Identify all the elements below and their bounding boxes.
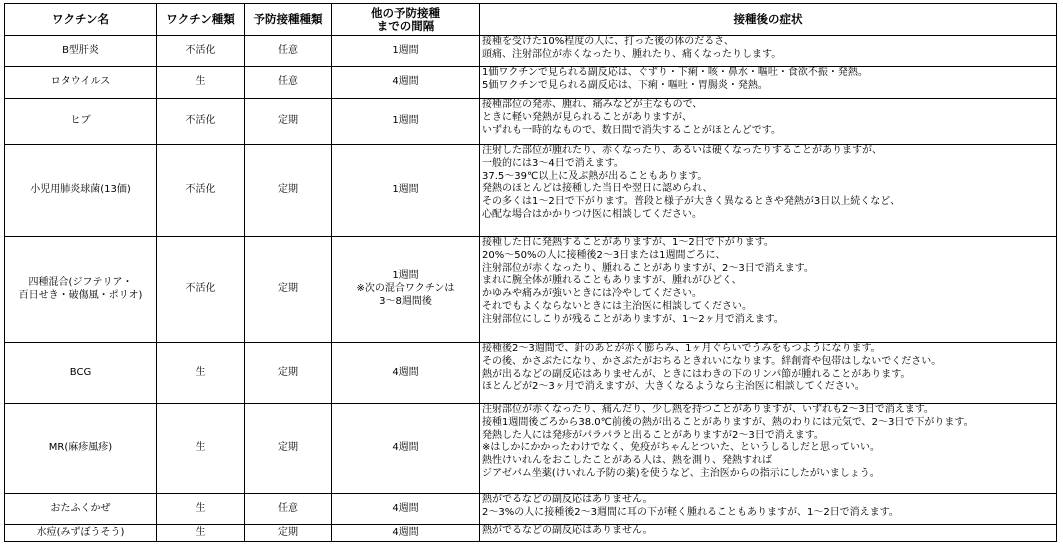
vaccine-type-cell: 不活化 <box>157 237 245 343</box>
symptoms-cell <box>480 525 1057 542</box>
table-row <box>5 67 1057 99</box>
table-row <box>5 525 1057 542</box>
vaccine-type-cell: 不活化 <box>157 145 245 237</box>
symptom-line: 接種した日に発熱することがありますが、1～2日で下がります。 <box>482 237 774 248</box>
category-cell: 定期 <box>245 525 332 542</box>
interval-cell: 4週間 <box>332 494 480 525</box>
interval-cell: 1週間 <box>332 99 480 145</box>
category-cell: 定期 <box>245 237 332 343</box>
symptom-line: 接種1週間後ごろから38.0℃前後の熱が出ることがありますが、熱のわりには元気で、2～3日で下がります。 <box>482 416 974 428</box>
category-cell: 定期 <box>245 343 332 404</box>
symptom-line: 注射部位が赤くなったり、腫れることがありますが、2～3日で消えます。 <box>482 262 814 274</box>
symptom-line: 注射した部位が腫れたり、赤くなったり、あるいは硬くなったりすることがありますが、 <box>482 145 882 156</box>
interval-cell: 4週間 <box>332 525 480 542</box>
vaccine-name-cell: B型肝炎 <box>5 36 157 67</box>
vaccine-name-cell: MR(麻疹風疹) <box>5 404 157 494</box>
vaccine-type-cell: 生 <box>157 67 245 99</box>
symptoms-cell <box>480 494 1057 525</box>
symptom-line: まれに腕全体が腫れることもありますが、腫れがひどく、 <box>482 275 742 287</box>
symptoms-cell <box>480 36 1057 67</box>
table-row <box>5 343 1057 404</box>
symptoms-cell <box>480 99 1057 145</box>
symptoms-cell <box>480 237 1057 343</box>
vaccine-type-cell: 生 <box>157 343 245 404</box>
symptom-line: 注射部位が赤くなったり、痛んだり、少し熱を持つことがありますが、いずれも2～3日で消えます。 <box>482 404 934 415</box>
vaccine-name-cell: 小児用肺炎球菌(13価) <box>5 145 157 237</box>
symptom-line: それでもよくならないときには主治医に相談してください。 <box>482 300 752 312</box>
interval-cell: 1週間 ※次の混合ワクチンは 3～8週間後 <box>332 237 480 343</box>
symptom-line: ほとんどが2～3ヶ月で消えますが、大きくなるようなら主治医に相談してください。 <box>482 381 865 393</box>
table-row <box>5 404 1057 494</box>
category-cell: 定期 <box>245 404 332 494</box>
interval-cell: 4週間 <box>332 67 480 99</box>
symptom-line: ときに軽い発熱が見られることがありますが、 <box>482 111 692 123</box>
symptom-line: 発熱した人には発疹がパラパラと出ることがありますが2～3日で消えます。 <box>482 429 824 441</box>
vaccine-type-cell: 生 <box>157 494 245 525</box>
vaccine-name-cell: 四種混合(ジフテリア・ 百日せき・破傷風・ポリオ) <box>5 237 157 343</box>
header-vaccination-category: 予防接種種類 <box>245 4 332 36</box>
vaccine-table <box>4 3 1057 542</box>
symptom-line: 熱が出るなどの副反応はありませんが、ときにはわきの下のリンパ節が腫れることがあります。 <box>482 368 911 380</box>
interval-cell: 1週間 <box>332 145 480 237</box>
symptoms-cell <box>480 67 1057 99</box>
category-cell: 定期 <box>245 145 332 237</box>
header-vaccine-type: ワクチン種類 <box>157 4 245 36</box>
symptom-line: 一般的には3～4日で消えます。 <box>482 157 624 169</box>
vaccine-name-cell: 水痘(みずぼうそう) <box>5 525 157 542</box>
symptoms-cell <box>480 145 1057 237</box>
symptoms-cell <box>480 404 1057 494</box>
table-row <box>5 36 1057 67</box>
vaccine-type-cell: 不活化 <box>157 36 245 67</box>
symptom-line: かゆみや痛みが強いときには冷やしてください。 <box>482 288 702 300</box>
symptom-line: 接種を受けた10%程度の人に、打った後の体のだるさ、 <box>482 36 734 47</box>
vaccine-type-cell: 生 <box>157 404 245 494</box>
vaccine-name-cell: ロタウイルス <box>5 67 157 99</box>
symptoms-cell <box>480 343 1057 404</box>
category-cell: 定期 <box>245 99 332 145</box>
symptom-line: 頭痛、注射部位が赤くなったり、腫れたり、痛くなったりします。 <box>482 48 782 60</box>
symptom-line: 5価ワクチンで見られる副反応は、下痢・嘔吐・胃腸炎・発熱。 <box>482 79 768 91</box>
table-row <box>5 494 1057 525</box>
category-cell: 任意 <box>245 36 332 67</box>
symptom-line: 接種後2～3週間で、針のあとが赤く膨らみ、1ヶ月ぐらいでうみをもつようになります。 <box>482 343 881 354</box>
symptom-line: その多くは1～2日で下がります。普段と様子が大きく異なるときや発熱が3日以上続くなど、 <box>482 196 901 208</box>
vaccine-type-cell: 不活化 <box>157 99 245 145</box>
vaccine-name-cell: BCG <box>5 343 157 404</box>
header-interval: 他の予防接種 までの間隔 <box>332 4 480 36</box>
table-row <box>5 99 1057 145</box>
header-symptoms: 接種後の症状 <box>480 4 1057 36</box>
symptom-line: その後、かさぶたになり、かさぶたがおちるときれいになります。絆創膏や包帯はしないでください。 <box>482 355 942 367</box>
symptom-line: 発熱のほとんどは接種した当日や翌日に認められ、 <box>482 183 713 195</box>
symptom-line: 接種部位の発赤、腫れ、痛みなどが主なもので、 <box>482 99 703 110</box>
category-cell: 任意 <box>245 494 332 525</box>
symptom-line: いずれも一時的なもので、数日間で消失することがほとんどです。 <box>482 124 781 136</box>
symptom-line: ※はしかにかかったわけでなく、免疫がちゃんとついた、というしるしだと思っていい。 <box>482 442 880 454</box>
interval-cell: 1週間 <box>332 36 480 67</box>
header-vaccine-name: ワクチン名 <box>5 4 157 36</box>
vaccine-table-container <box>4 3 1057 542</box>
symptom-line: 熱がでるなどの副反応はありません。 <box>482 525 653 536</box>
vaccine-type-cell: 生 <box>157 525 245 542</box>
vaccine-name-cell: おたふくかぜ <box>5 494 157 525</box>
symptom-line: 1価ワクチンで見られる副反応は、ぐずり・下痢・咳・鼻水・嘔吐・食欲不振・発熱。 <box>482 67 868 78</box>
symptom-line: 2～3%の人に接種後2～3週間に耳の下が軽く腫れることもありますが、1～2日で消えます。 <box>482 506 899 518</box>
symptom-line: 熱がでるなどの副反応はありません。 <box>482 494 653 505</box>
symptom-line: 20%～50%の人に接種後2～3日または1週間ごろに、 <box>482 249 726 261</box>
header-row <box>5 4 1057 36</box>
interval-cell: 4週間 <box>332 404 480 494</box>
table-row <box>5 237 1057 343</box>
category-cell: 任意 <box>245 67 332 99</box>
symptom-line: 37.5～39℃以上に及ぶ熱が出ることもあります。 <box>482 170 708 182</box>
table-row <box>5 145 1057 237</box>
symptom-line: 心配な場合はかかりつけ医に相談してください。 <box>482 208 702 220</box>
vaccine-name-cell: ヒブ <box>5 99 157 145</box>
interval-cell: 4週間 <box>332 343 480 404</box>
symptom-line: 熱性けいれんをおこしたことがある人は、熱を測り、発熱すれば <box>482 455 772 467</box>
symptom-line: ジアゼパム坐薬(けいれん予防の薬)を使うなど、主治医からの指示にしたがいましょう。 <box>482 467 880 479</box>
symptom-line: 注射部位にしこりが残ることがありますが、1～2ヶ月で消えます。 <box>482 313 784 325</box>
